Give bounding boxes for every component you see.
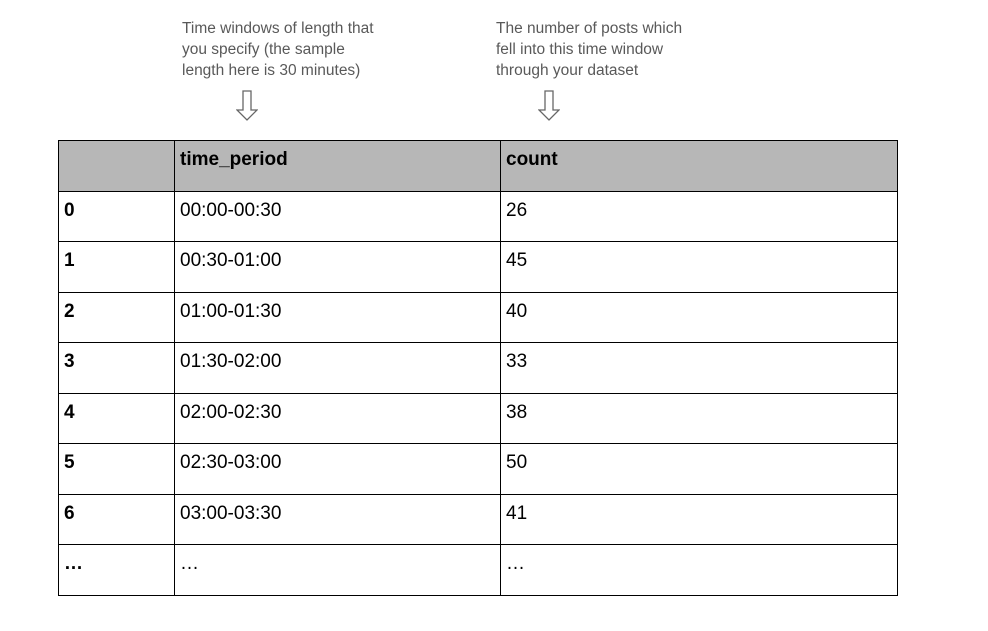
index-column-header <box>59 141 175 192</box>
table-row <box>59 292 898 343</box>
annotation-line: fell into this time window <box>496 41 664 58</box>
count-cell: 41 <box>501 494 898 545</box>
row-index: 5 <box>59 444 175 495</box>
annotation-line: through your dataset <box>496 62 639 79</box>
time-period-cell: 00:00-00:30 <box>175 191 501 242</box>
row-index: 2 <box>59 292 175 343</box>
annotation-line: length here is 30 minutes) <box>182 62 361 79</box>
annotation-line: The number of posts which <box>496 20 683 37</box>
count-column-header: count <box>501 141 898 192</box>
annotation-line: Time windows of length that <box>182 20 374 37</box>
row-index: 0 <box>59 191 175 242</box>
time-period-cell: 00:30-01:00 <box>175 242 501 293</box>
count-cell: 50 <box>501 444 898 495</box>
down-arrow-icon <box>538 90 560 121</box>
annotation-line: you specify (the sample <box>182 41 345 58</box>
count-cell: 45 <box>501 242 898 293</box>
time-period-column-header: time_period <box>175 141 501 192</box>
time-period-cell: 02:00-02:30 <box>175 393 501 444</box>
down-arrow-icon <box>236 90 258 121</box>
table-row <box>59 242 898 293</box>
table-row <box>59 393 898 444</box>
time-period-cell: 01:30-02:00 <box>175 343 501 394</box>
time-period-cell: 01:00-01:30 <box>175 292 501 343</box>
table-row <box>59 444 898 495</box>
row-index: 6 <box>59 494 175 545</box>
table-row <box>59 494 898 545</box>
time-period-cell: 03:00-03:30 <box>175 494 501 545</box>
row-index: 1 <box>59 242 175 293</box>
count-annotation <box>496 18 682 81</box>
table-row <box>59 343 898 394</box>
count-cell: 38 <box>501 393 898 444</box>
time-period-table <box>58 140 898 596</box>
row-index: … <box>59 545 175 596</box>
row-index: 3 <box>59 343 175 394</box>
table-row <box>59 545 898 596</box>
count-cell: … <box>501 545 898 596</box>
count-cell: 40 <box>501 292 898 343</box>
time-period-cell: … <box>175 545 501 596</box>
time-period-annotation <box>182 18 374 81</box>
count-cell: 26 <box>501 191 898 242</box>
count-cell: 33 <box>501 343 898 394</box>
table-header-row <box>59 141 898 192</box>
table-row <box>59 191 898 242</box>
time-period-cell: 02:30-03:00 <box>175 444 501 495</box>
row-index: 4 <box>59 393 175 444</box>
